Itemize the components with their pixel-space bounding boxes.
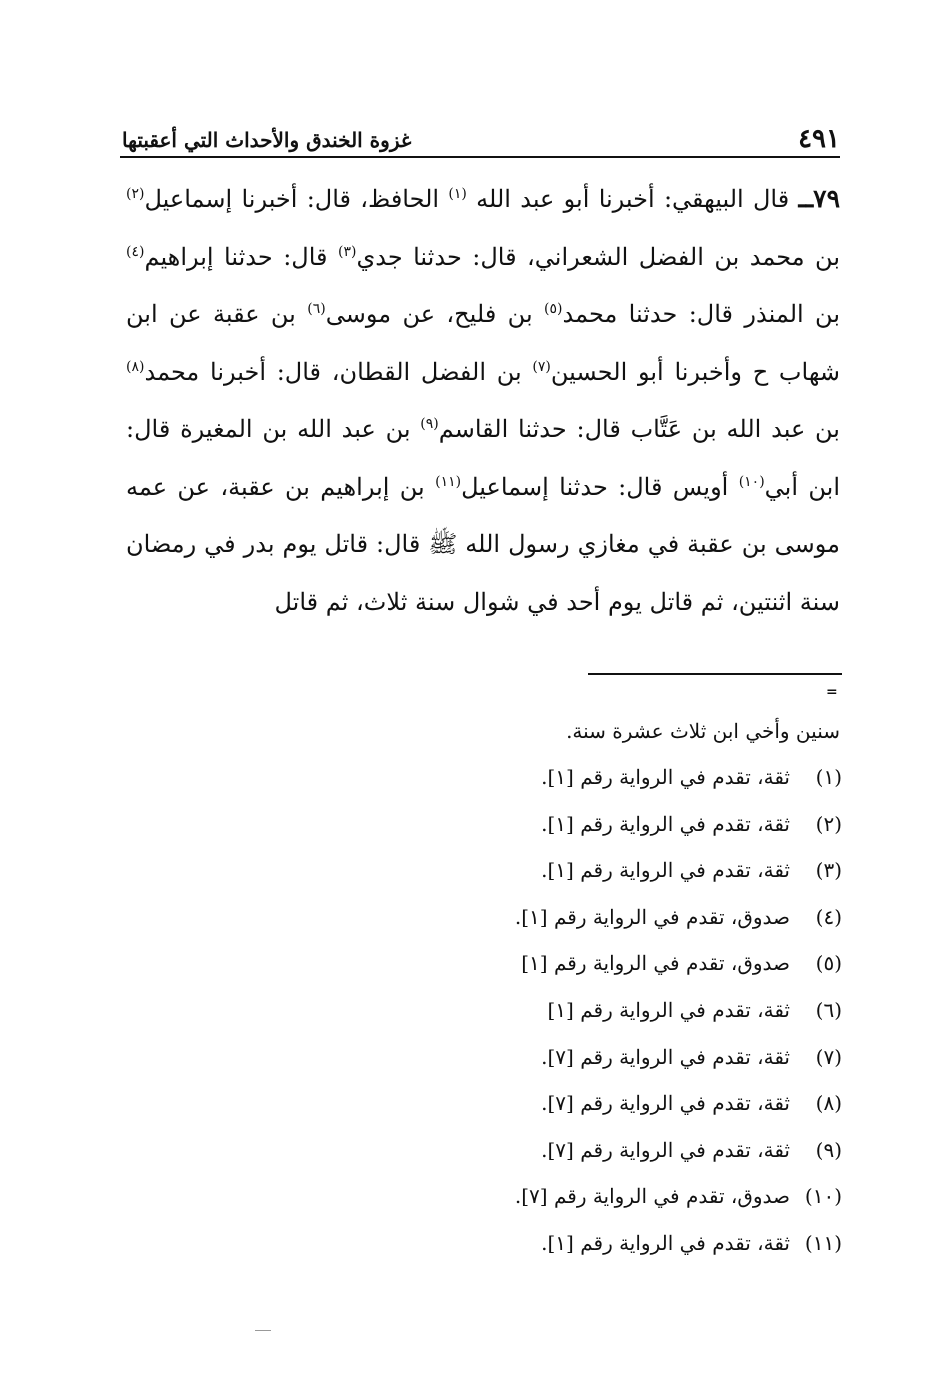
text-segment: بن المنذر قال: حدثنا محمد: [562, 300, 841, 328]
footnote: [242, 801, 842, 848]
footnotes: [242, 708, 842, 1267]
footnote-reference: (٢): [126, 186, 145, 202]
footnote: [242, 894, 842, 941]
footnote: [242, 987, 842, 1034]
footnote-text: ثقة، تقدم في الرواية رقم [١].: [541, 1230, 790, 1255]
footnote: [242, 754, 842, 801]
footnote-number: (٥): [815, 951, 842, 976]
text-segment: قال: حدثنا إبراهيم: [144, 242, 338, 271]
text-segment: بن فليح، عن موسى: [325, 300, 545, 328]
footnote-reference: (٤): [126, 243, 145, 260]
footnote-reference: (٣): [337, 243, 357, 260]
footnote-text: ثقة، تقدم في الرواية رقم [٧].: [541, 1091, 790, 1116]
footnote-number: (٢): [815, 811, 842, 836]
footnote-text: ثقة، تقدم في الرواية رقم [٧].: [541, 1044, 790, 1069]
footnote-number: (٨): [815, 1091, 842, 1116]
footnote-text: صدوق، تقدم في الرواية رقم [١]: [521, 951, 790, 976]
text-segment: بن إبراهيم بن عقبة، عن عمه موسى بن عقبة في مغازي رسول الله ﷺ قال: قاتل يوم بدر في رمضان سنة اثنتين، ثم قاتل يوم أحد في شوال سنة ثلاث، ثم قاتل: [126, 472, 841, 616]
footnote: [242, 1080, 842, 1127]
footnote-number: (١٠): [804, 1184, 842, 1209]
footnote-number: (٦): [815, 997, 842, 1022]
footnote-number: (١١): [804, 1230, 842, 1255]
footnote-number: (٣): [815, 858, 842, 883]
footnote: [242, 1127, 842, 1174]
footnote-continuation-marker: =: [826, 684, 838, 700]
text-segment: قال البيهقي: أخبرنا أبو عبد الله: [466, 185, 799, 213]
footnote-text: صدوق، تقدم في الرواية رقم [٧].: [514, 1184, 790, 1209]
footnote: [242, 1220, 842, 1267]
footnote-number: (١): [815, 765, 842, 789]
footnote: [242, 1034, 842, 1081]
footnote-reference: (٨): [126, 358, 145, 375]
header-rule: [120, 156, 840, 158]
footnote-text: صدوق، تقدم في الرواية رقم [١].: [514, 904, 790, 929]
text-segment: بن عقبة عن ابن شهاب ح وأخبرنا أبو الحسين: [126, 300, 841, 386]
footnote-number: (٧): [815, 1044, 842, 1069]
footnote-reference: (٩): [420, 416, 439, 432]
footnote: [242, 1173, 842, 1220]
text-segment: بن عبد الله بن المغيرة قال: ابن أبي: [126, 415, 840, 501]
hadith-number: ٧٩ــ: [798, 184, 841, 213]
footnote-reference: (١١): [435, 473, 462, 490]
footnote-reference: (١): [448, 186, 467, 202]
footnote-text: ثقة، تقدم في الرواية رقم [١].: [541, 811, 790, 836]
footnote-rule: [588, 673, 842, 675]
text-segment: أويس قال: حدثنا إسماعيل: [461, 472, 739, 501]
main-text: [126, 170, 840, 631]
text-segment: الحافظ، قال: أخبرنا إسماعيل: [144, 185, 449, 213]
footnote: [242, 940, 842, 987]
footnote-reference: (٥): [544, 301, 563, 317]
text-segment: بن محمد بن الفضل الشعراني، قال: حدثنا جدي: [356, 242, 841, 271]
page-dot: [255, 1330, 271, 1331]
footnote-reference: (٦): [307, 301, 326, 317]
footnote-number: (٤): [815, 904, 842, 929]
footnote: [242, 847, 842, 894]
footnote-text: ثقة، تقدم في الرواية رقم [٧].: [541, 1137, 790, 1162]
footnote-reference: (١٠): [738, 473, 765, 490]
footnote-text: ثقة، تقدم في الرواية رقم [١].: [541, 858, 790, 883]
footnote-number: (٩): [815, 1137, 842, 1162]
text-segment: بن عبد الله بن عَتَّاب قال: حدثنا القاسم: [438, 415, 840, 443]
footnote-text: ثقة، تقدم في الرواية رقم [١]: [547, 997, 790, 1022]
text-segment: بن الفضل القطان، قال: أخبرنا محمد: [144, 357, 533, 386]
footnote-reference: (٧): [532, 358, 551, 375]
footnote-continuation: سنين وأخي ابن ثلاث عشرة سنة.: [566, 719, 840, 743]
running-head: غزوة الخندق والأحداث التي أعقبتها: [122, 128, 412, 152]
footnote-text: ثقة، تقدم في الرواية رقم [١].: [541, 765, 790, 789]
page-number: ٤٩١: [798, 124, 840, 154]
